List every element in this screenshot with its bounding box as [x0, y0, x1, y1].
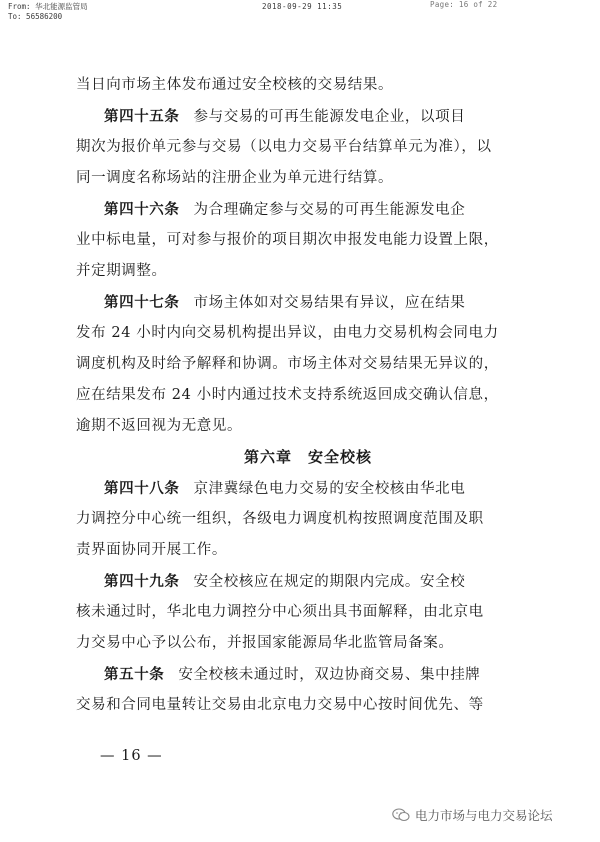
text-line: 期次为报价单元参与交易（以电力交易平台结算单元为准），以 — [76, 139, 492, 155]
text-line: 交易和合同电量转让交易由北京电力交易中心按时间优先、等 — [76, 697, 484, 713]
article-label: 第四十六条 — [104, 201, 180, 218]
text-line: 同一调度名称场站的注册企业为单元进行结算。 — [76, 170, 394, 186]
fax-header — [0, 0, 600, 26]
watermark-text: 电力市场与电力交易论坛 — [415, 808, 553, 823]
text-line: 力调控分中心统一组织，各级电力调度机构按照调度范围及职 — [76, 511, 484, 527]
text-line: 核未通过时，华北电力调控分中心须出具书面解释，由北京电 — [76, 604, 484, 620]
text-line: 当日向市场主体发布通过安全校核的交易结果。 — [76, 77, 394, 93]
text-line: 力交易中心予以公布，并报国家能源局华北监管局备案。 — [76, 635, 454, 651]
page-number: — 16 — — [100, 748, 163, 764]
article-50-heading — [76, 659, 532, 690]
text-line: 调度机构及时给予解释和协调。市场主体对交易结果无异议的， — [76, 356, 499, 372]
wechat-icon — [392, 808, 410, 822]
article-text: 安全校核未通过时，双边协商交易、集中挂牌 — [178, 667, 481, 683]
fax-timestamp: 2018-09-29 11:35 — [262, 2, 343, 11]
text-line: 并定期调整。 — [76, 263, 167, 279]
article-text: 安全校核应在规定的期限内完成。安全校 — [193, 574, 466, 590]
fax-from: From: 华北能源监管局 — [8, 2, 88, 11]
fax-sender — [8, 2, 88, 22]
fax-page-info: Page: 16 of 22 — [430, 0, 498, 9]
fax-to: To: 56586200 — [8, 12, 63, 21]
article-49-heading — [76, 566, 532, 597]
article-label: 第四十九条 — [104, 573, 180, 590]
text-line: 逾期不返回视为无意见。 — [76, 418, 243, 434]
article-46-heading — [76, 194, 532, 225]
text-line: 应在结果发布 24 小时内通过技术支持系统返回成交确认信息， — [76, 387, 499, 403]
text-line: 发布 24 小时内向交易机构提出异议，由电力交易机构会同电力 — [76, 325, 499, 341]
article-text: 参与交易的可再生能源发电企业，以项目 — [193, 109, 466, 125]
article-text: 京津冀绿色电力交易的安全校核由华北电 — [193, 481, 466, 497]
wechat-watermark — [392, 806, 553, 824]
article-48-heading — [76, 473, 532, 504]
chapter-title: 第六章 安全校核 — [243, 448, 372, 466]
article-45-heading — [76, 101, 532, 132]
article-label: 第五十条 — [104, 666, 165, 683]
text-line: 责界面协同开展工作。 — [76, 542, 227, 558]
article-47-heading — [76, 287, 532, 318]
article-text: 为合理确定参与交易的可再生能源发电企 — [193, 202, 466, 218]
article-text: 市场主体如对交易结果有异议，应在结果 — [193, 295, 466, 311]
text-line: 业中标电量，可对参与报价的项目期次申报发电能力设置上限， — [76, 232, 499, 248]
document-body — [76, 70, 532, 721]
article-label: 第四十七条 — [104, 294, 180, 311]
article-label: 第四十八条 — [104, 480, 180, 497]
article-label: 第四十五条 — [104, 108, 180, 125]
